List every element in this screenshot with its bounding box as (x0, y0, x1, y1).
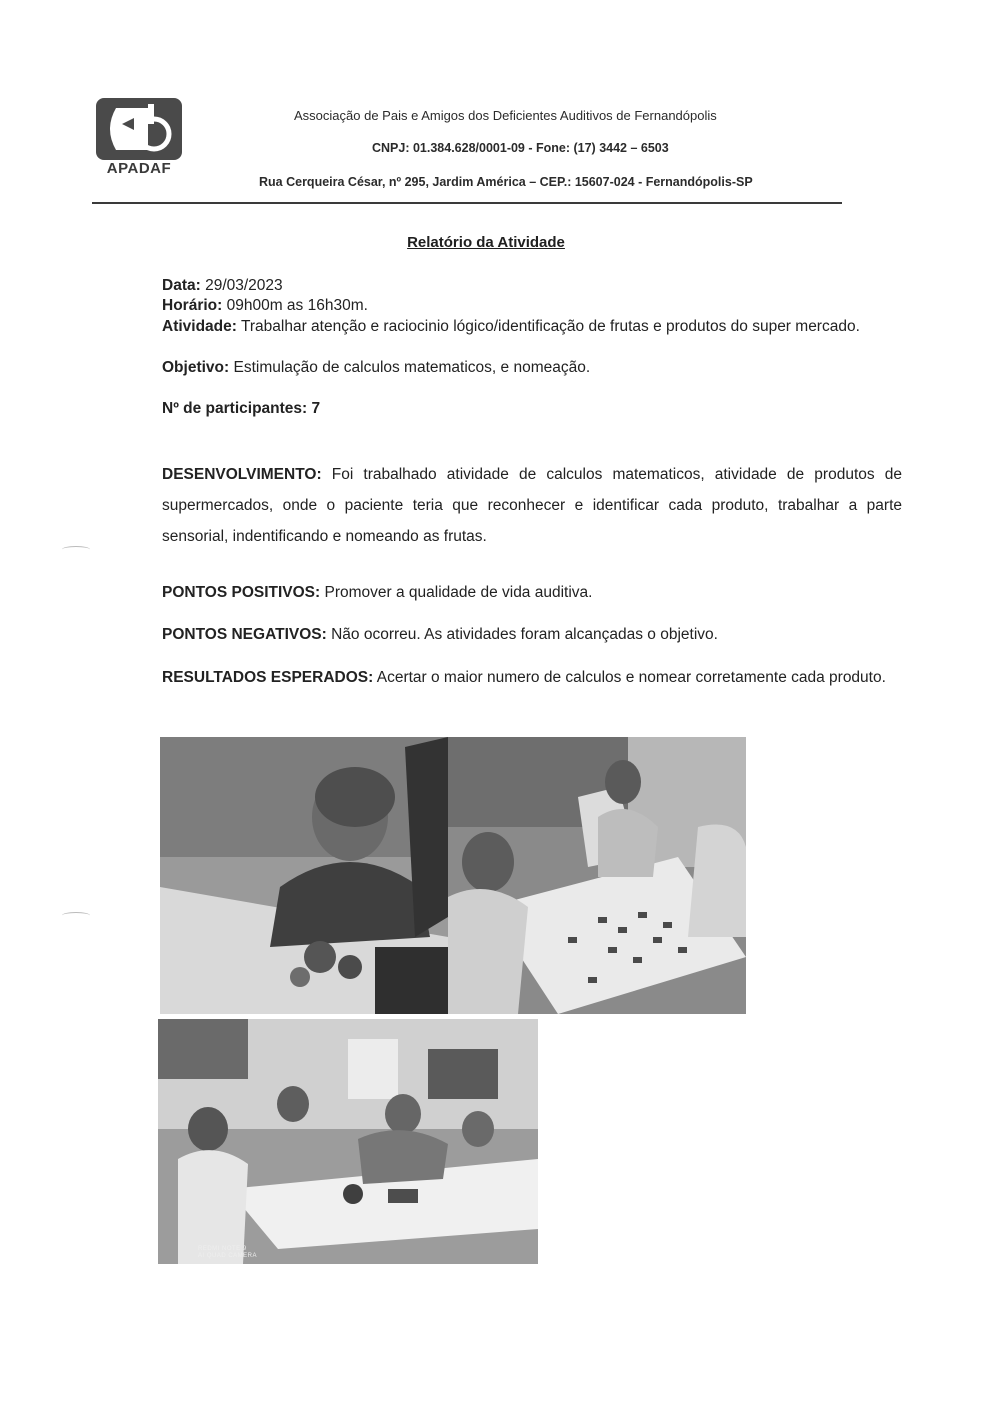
field-atividade-label: Atividade: (162, 318, 237, 335)
scan-artifact (62, 546, 90, 553)
positivos-text: Promover a qualidade de vida auditiva. (320, 584, 593, 601)
camera-watermark (198, 1246, 257, 1260)
field-objetivo-label: Objetivo: (162, 359, 230, 376)
photo-classroom-group (158, 1019, 538, 1264)
section-desenvolvimento (162, 459, 902, 552)
org-cnpj-phone: CNPJ: 01.384.628/0001-09 - Fone: (17) 3442 – 6503 (372, 141, 669, 155)
field-horario-value: 09h00m as 16h30m. (222, 297, 368, 314)
header-divider (92, 202, 842, 204)
logo-text: APADAF (106, 160, 172, 177)
field-horario-label: Horário: (162, 297, 223, 314)
apadaf-logo (94, 98, 184, 178)
field-participantes: Nº de participantes: 7 (162, 400, 321, 417)
logo-emblem (96, 98, 182, 160)
negativos-text: Não ocorreu. As atividades foram alcançadas o objetivo. (326, 626, 718, 643)
section-pontos-negativos (162, 625, 902, 645)
field-objetivo-value: Estimulação de calculos matematicos, e nomeação. (229, 359, 591, 376)
section-resultados-esperados (162, 665, 902, 690)
field-data-label: Data: (162, 277, 201, 294)
field-horario (162, 296, 368, 316)
camera-watermark-line2: AI QUAD CAMERA (198, 1253, 258, 1259)
field-data-value: 29/03/2023 (200, 277, 283, 294)
field-atividade-value: Trabalhar atenção e raciocinio lógico/identificação de frutas e produtos do super mercado. (236, 318, 860, 335)
negativos-label: PONTOS NEGATIVOS: (162, 626, 327, 643)
field-objetivo (162, 358, 590, 378)
section-pontos-positivos (162, 583, 902, 603)
field-atividade (162, 317, 902, 337)
camera-watermark-line1: REDMI NOTE 9 (198, 1246, 247, 1252)
photo-table-activity (448, 737, 746, 1014)
desenvolvimento-label: DESENVOLVIMENTO: (162, 466, 322, 483)
org-address: Rua Cerqueira César, nº 295, Jardim América – CEP.: 15607-024 - Fernandópolis-SP (259, 175, 753, 189)
org-name: Associação de Pais e Amigos dos Deficientes Auditivos de Fernandópolis (294, 108, 717, 123)
resultados-text: Acertar o maior numero de calculos e nomear corretamente cada produto. (373, 669, 886, 686)
report-title: Relatório da Atividade (407, 234, 565, 251)
resultados-label: RESULTADOS ESPERADOS: (162, 669, 374, 686)
photo-woman-with-fruits (160, 737, 448, 1014)
field-data (162, 276, 283, 296)
positivos-label: PONTOS POSITIVOS: (162, 584, 321, 601)
scan-artifact (62, 912, 90, 919)
desenvolvimento-text: Foi trabalhado atividade de calculos matematicos, atividade de produtos de supermercados, onde o paciente teria que reconhecer e identificar cada produto, trabalhar a parte sensorial, indentificando e nomeando as frutas. (162, 466, 902, 545)
